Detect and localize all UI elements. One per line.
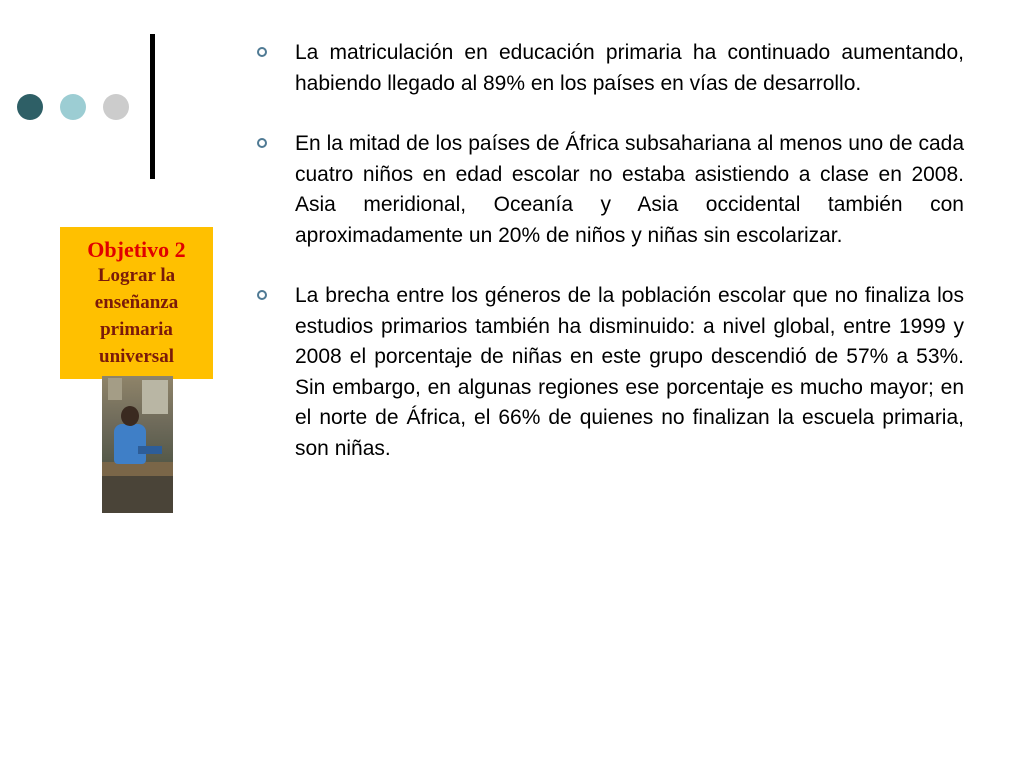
- photo-window: [142, 380, 168, 414]
- photo-student-arm: [138, 446, 162, 454]
- bullet-item: [252, 38, 964, 99]
- photo-desk: [102, 462, 173, 476]
- decorative-dot-light: [60, 94, 86, 120]
- ring-bullet-icon: [257, 138, 267, 148]
- objective-subtitle: [60, 262, 213, 370]
- classroom-photo: [102, 376, 173, 513]
- photo-student-head: [121, 406, 139, 426]
- objective-subtitle-line: enseñanza: [94, 292, 179, 313]
- bullet-text: La matriculación en educación primaria ha continuado aumentando, habiendo llegado al 89% en los países en vías de desarrollo.: [295, 41, 964, 95]
- objective-title: Objetivo 2: [87, 237, 186, 262]
- decorative-dot-gray: [103, 94, 129, 120]
- bullet-text: La brecha entre los géneros de la población escolar que no finaliza los estudios primarios también ha disminuido: a nivel global, entre 1999 y 2008 el porcentaje de niñas en este grupo descendió de 57% a 53%. Sin embargo, en algunas regiones ese porcentaje es mucho mayor; en el norte de África, el 66% de quienes no finalizan la escuela primaria, son niñas.: [295, 284, 964, 460]
- objective-subtitle-line: universal: [99, 346, 174, 367]
- objective-subtitle-line: primaria: [100, 319, 173, 340]
- photo-floor: [102, 476, 173, 513]
- objective-subtitle-line: Lograr la: [97, 265, 176, 286]
- decorative-vertical-line: [150, 34, 155, 179]
- bullet-list: [252, 38, 964, 494]
- ring-bullet-icon: [257, 290, 267, 300]
- bullet-item: [252, 281, 964, 464]
- bullet-item: [252, 129, 964, 251]
- bullet-text: En la mitad de los países de África subsahariana al menos uno de cada cuatro niños en edad escolar no estaba asistiendo a clase en 2008. Asia meridional, Oceanía y Asia occidental también con aproximadamente un 20% de niños y niñas sin escolarizar.: [295, 132, 964, 247]
- objective-box: [60, 227, 213, 379]
- photo-window: [108, 378, 122, 400]
- photo-student-body: [114, 424, 146, 464]
- ring-bullet-icon: [257, 47, 267, 57]
- decorative-dot-dark: [17, 94, 43, 120]
